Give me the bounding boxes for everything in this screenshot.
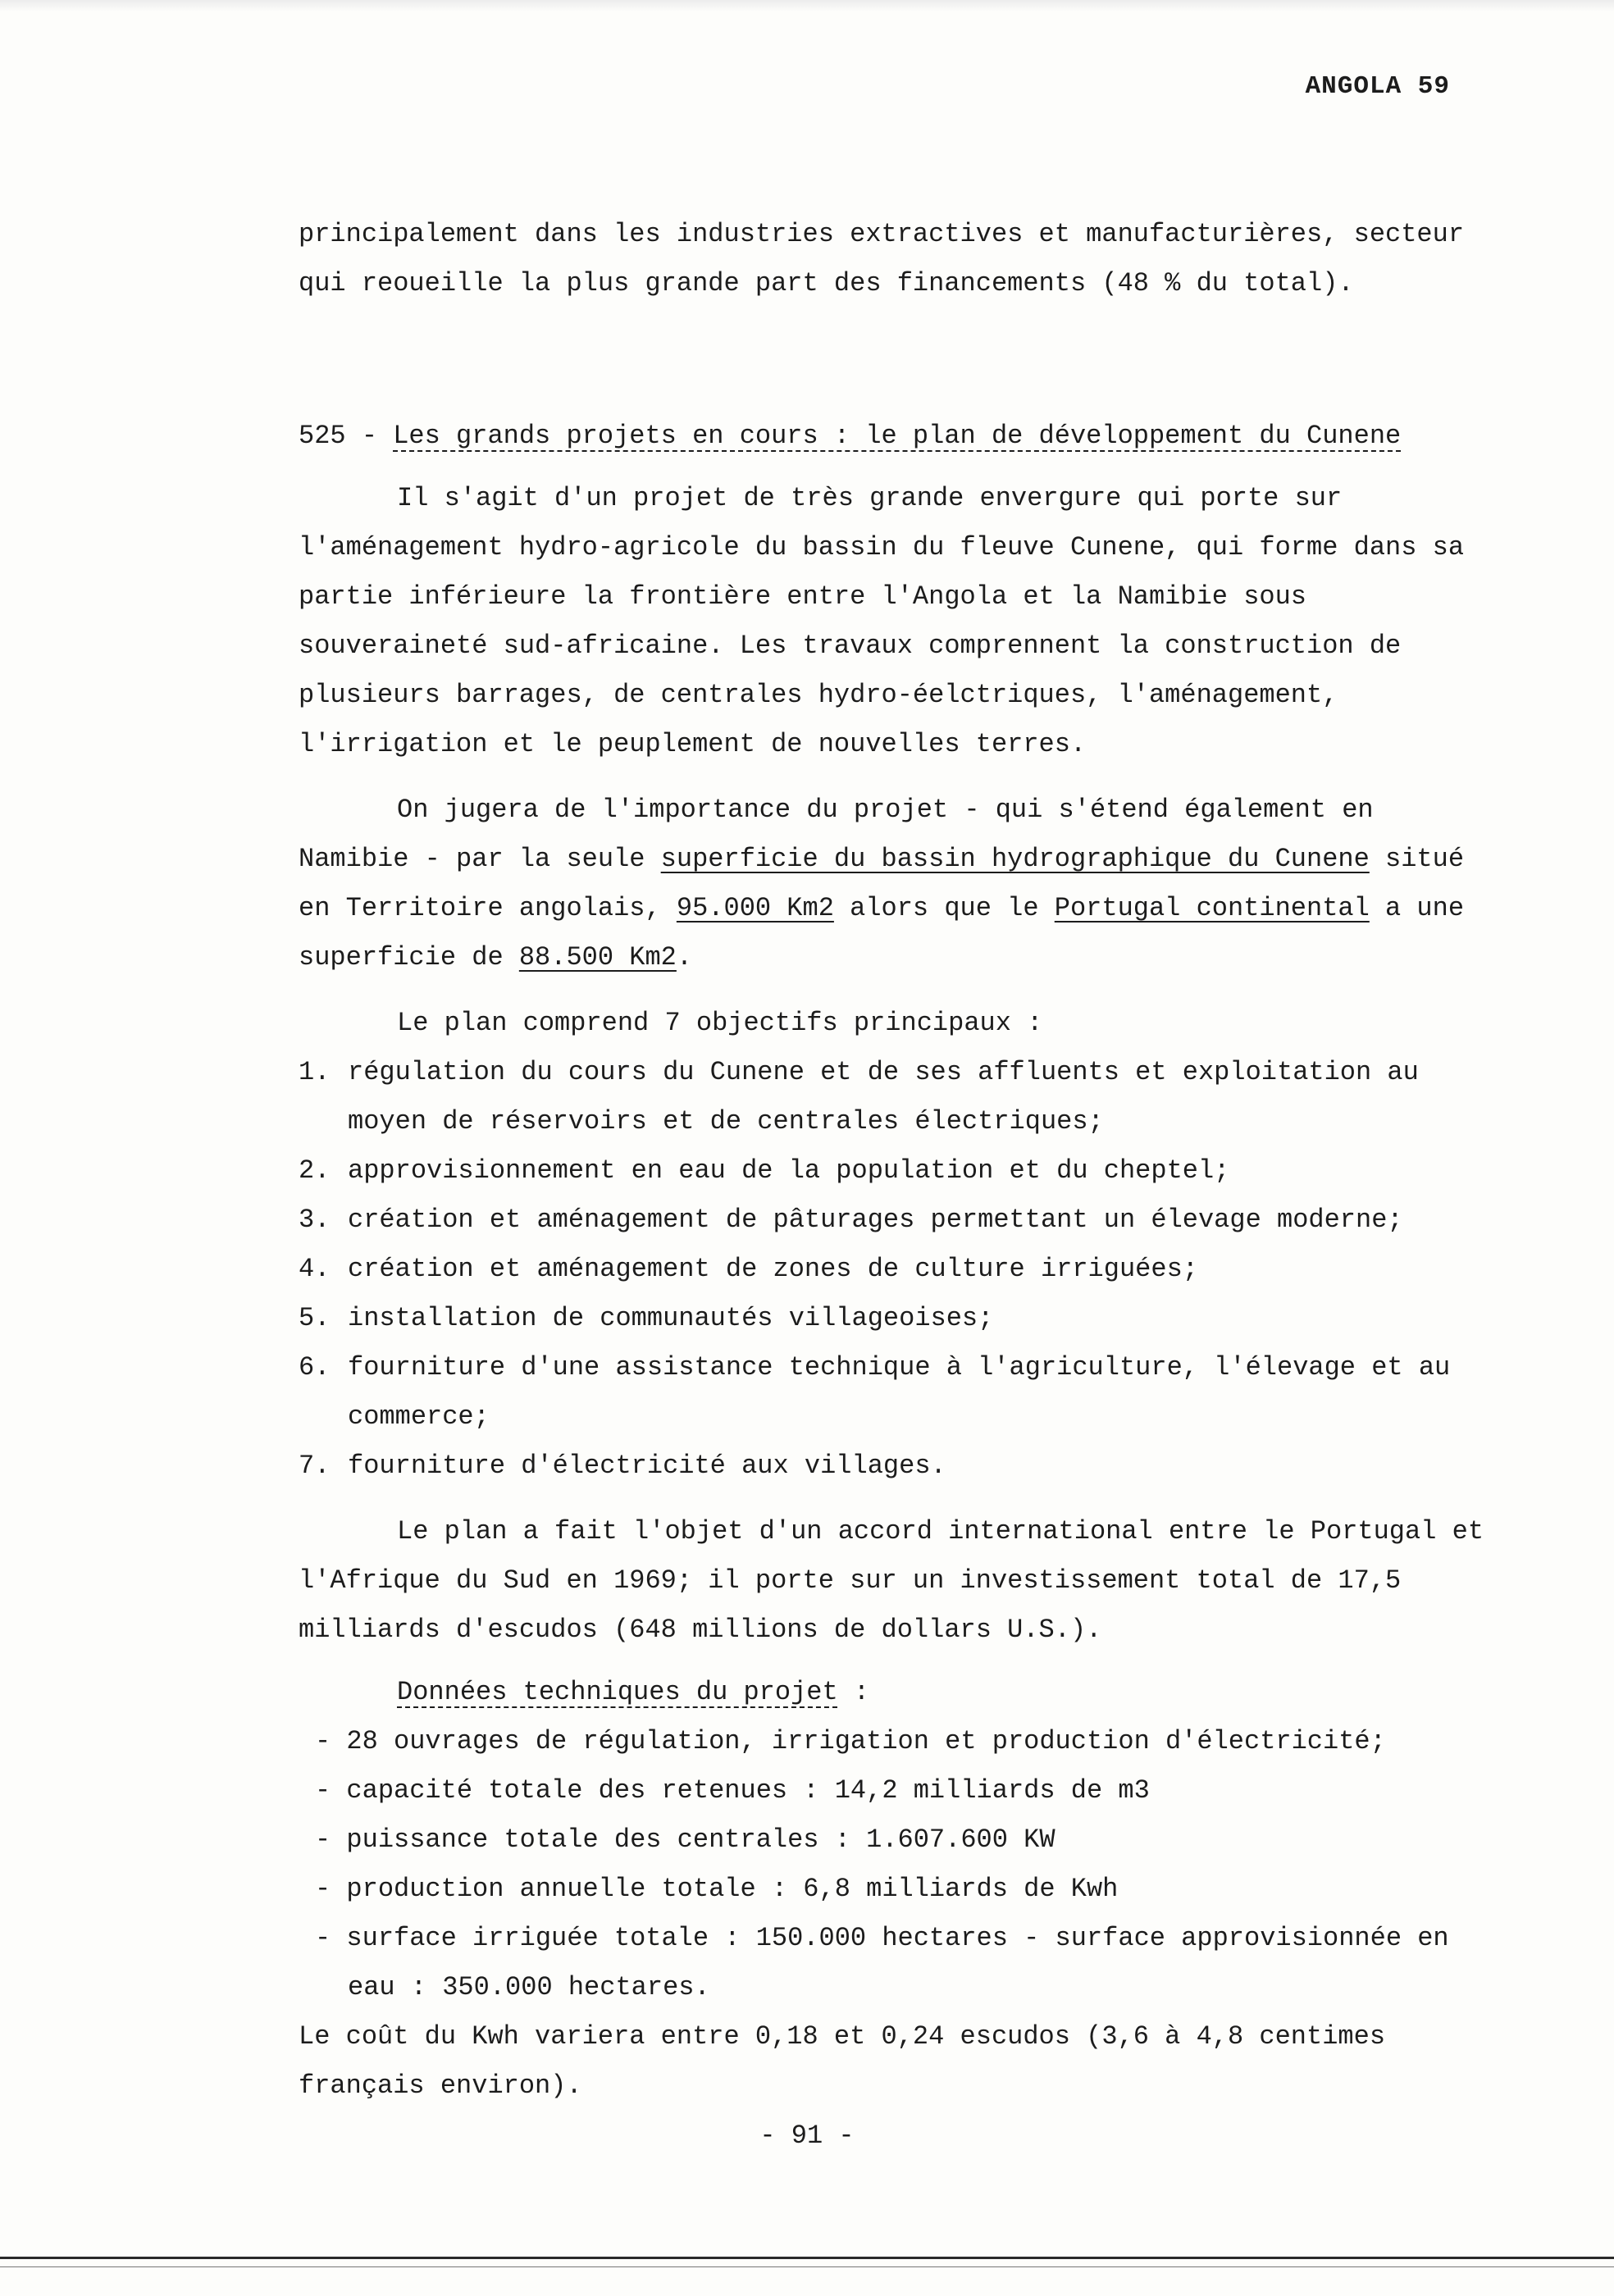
page-number: - 91 - <box>759 2121 855 2151</box>
paragraph-3: Le plan a fait l'objet d'un accord international entre le Portugal et l'Afrique du Sud en 1969; il porte sur un investissement total de 17,5 milliards d'escudos (648 millions de dollars U.S.). <box>299 1516 1484 1645</box>
objective-item: 5. installation de communautés villageoises; <box>299 1303 994 1333</box>
technical-heading <box>299 1668 1496 1717</box>
technical-item: - puissance totale des centrales : 1.607.600 KW <box>315 1824 1055 1855</box>
paragraph-2 <box>299 786 1496 982</box>
objective-item: 7. fourniture d'électricité aux villages. <box>299 1451 946 1481</box>
technical-heading-suffix: : <box>837 1677 870 1707</box>
paragraph-2-text-2: situé en Territoire angolais, <box>299 844 1465 923</box>
technical-item: - surface irriguée totale : 150.000 hectares - surface approvisionnée en eau : 350.000 hectares. <box>315 1923 1449 2002</box>
scan-top-edge <box>0 0 1614 11</box>
objective-item: 1. régulation du cours du Cunene et de ses affluents et exploitation au moyen de réservoirs et de centrales électriques; <box>299 1057 1419 1137</box>
technical-heading-text: Données techniques du projet <box>397 1677 838 1707</box>
objectives-intro: Le plan comprend 7 objectifs principaux : <box>397 1008 1043 1038</box>
running-head: ANGOLA 59 <box>1305 72 1450 101</box>
paragraph-2-text-1: On jugera de l'importance du projet - qui s'étend également en Namibie - par la seule <box>299 795 1374 874</box>
objectives-list <box>299 1048 1496 1491</box>
objectives-block <box>299 999 1496 1491</box>
technical-item: - 28 ouvrages de régulation, irrigation et production d'électricité; <box>315 1726 1386 1756</box>
objective-item: 6. fourniture d'une assistance technique à l'agriculture, l'élevage et au commerce; <box>299 1352 1451 1432</box>
section-title: Les grands projets en cours : le plan de développement du Cunene <box>393 421 1402 451</box>
portugal-label: Portugal continental <box>1054 893 1370 923</box>
technical-data-block <box>299 1668 1496 2111</box>
technical-item: - production annuelle totale : 6,8 milliards de Kwh <box>315 1874 1119 1904</box>
section-heading <box>299 412 1496 461</box>
bottom-rule <box>0 2257 1614 2259</box>
closing-sentence: Le coût du Kwh variera entre 0,18 et 0,24 escudos (3,6 à 4,8 centimes français environ). <box>299 2021 1386 2101</box>
paragraph-1-block <box>299 474 1496 769</box>
objective-item: 4. création et aménagement de zones de culture irriguées; <box>299 1254 1198 1284</box>
technical-item: - capacité totale des retenues : 14,2 milliards de m3 <box>315 1775 1150 1806</box>
paragraph-2-text-4: a une superficie de <box>299 893 1465 973</box>
intro-paragraph: principalement dans les industries extractives et manufacturières, secteur qui reoueille la plus grande part des financements (48 % du total). <box>299 219 1465 298</box>
basin-area-label: superficie du bassin hydrographique du Cunene <box>660 844 1370 874</box>
portugal-area-value: 88.500 Km2 <box>518 942 677 973</box>
paragraph-3-block <box>299 1507 1496 1655</box>
basin-area-value: 95.000 Km2 <box>676 893 834 923</box>
objective-item: 2. approvisionnement en eau de la population et du cheptel; <box>299 1155 1230 1186</box>
intro-block <box>299 210 1496 308</box>
paragraph-2-block <box>299 786 1496 982</box>
paragraph-1: Il s'agit d'un projet de très grande envergure qui porte sur l'aménagement hydro-agricole du bassin du fleuve Cunene, qui forme dans sa partie inférieure la frontière entre l'Angola et la Namibie sous souveraineté sud-africaine. Les travaux comprennent la construction de plusieurs barrages, de centrales hydro-éelctriques, l'aménagement, l'irrigation et le peuplement de nouvelles terres. <box>299 483 1465 759</box>
bottom-rule-thin <box>0 2266 1614 2267</box>
section-number: 525 - <box>299 421 378 451</box>
paragraph-2-text-5: . <box>676 942 693 973</box>
objective-item: 3. création et aménagement de pâturages permettant un élevage moderne; <box>299 1205 1403 1235</box>
paragraph-2-text-3: alors que le <box>833 893 1055 923</box>
